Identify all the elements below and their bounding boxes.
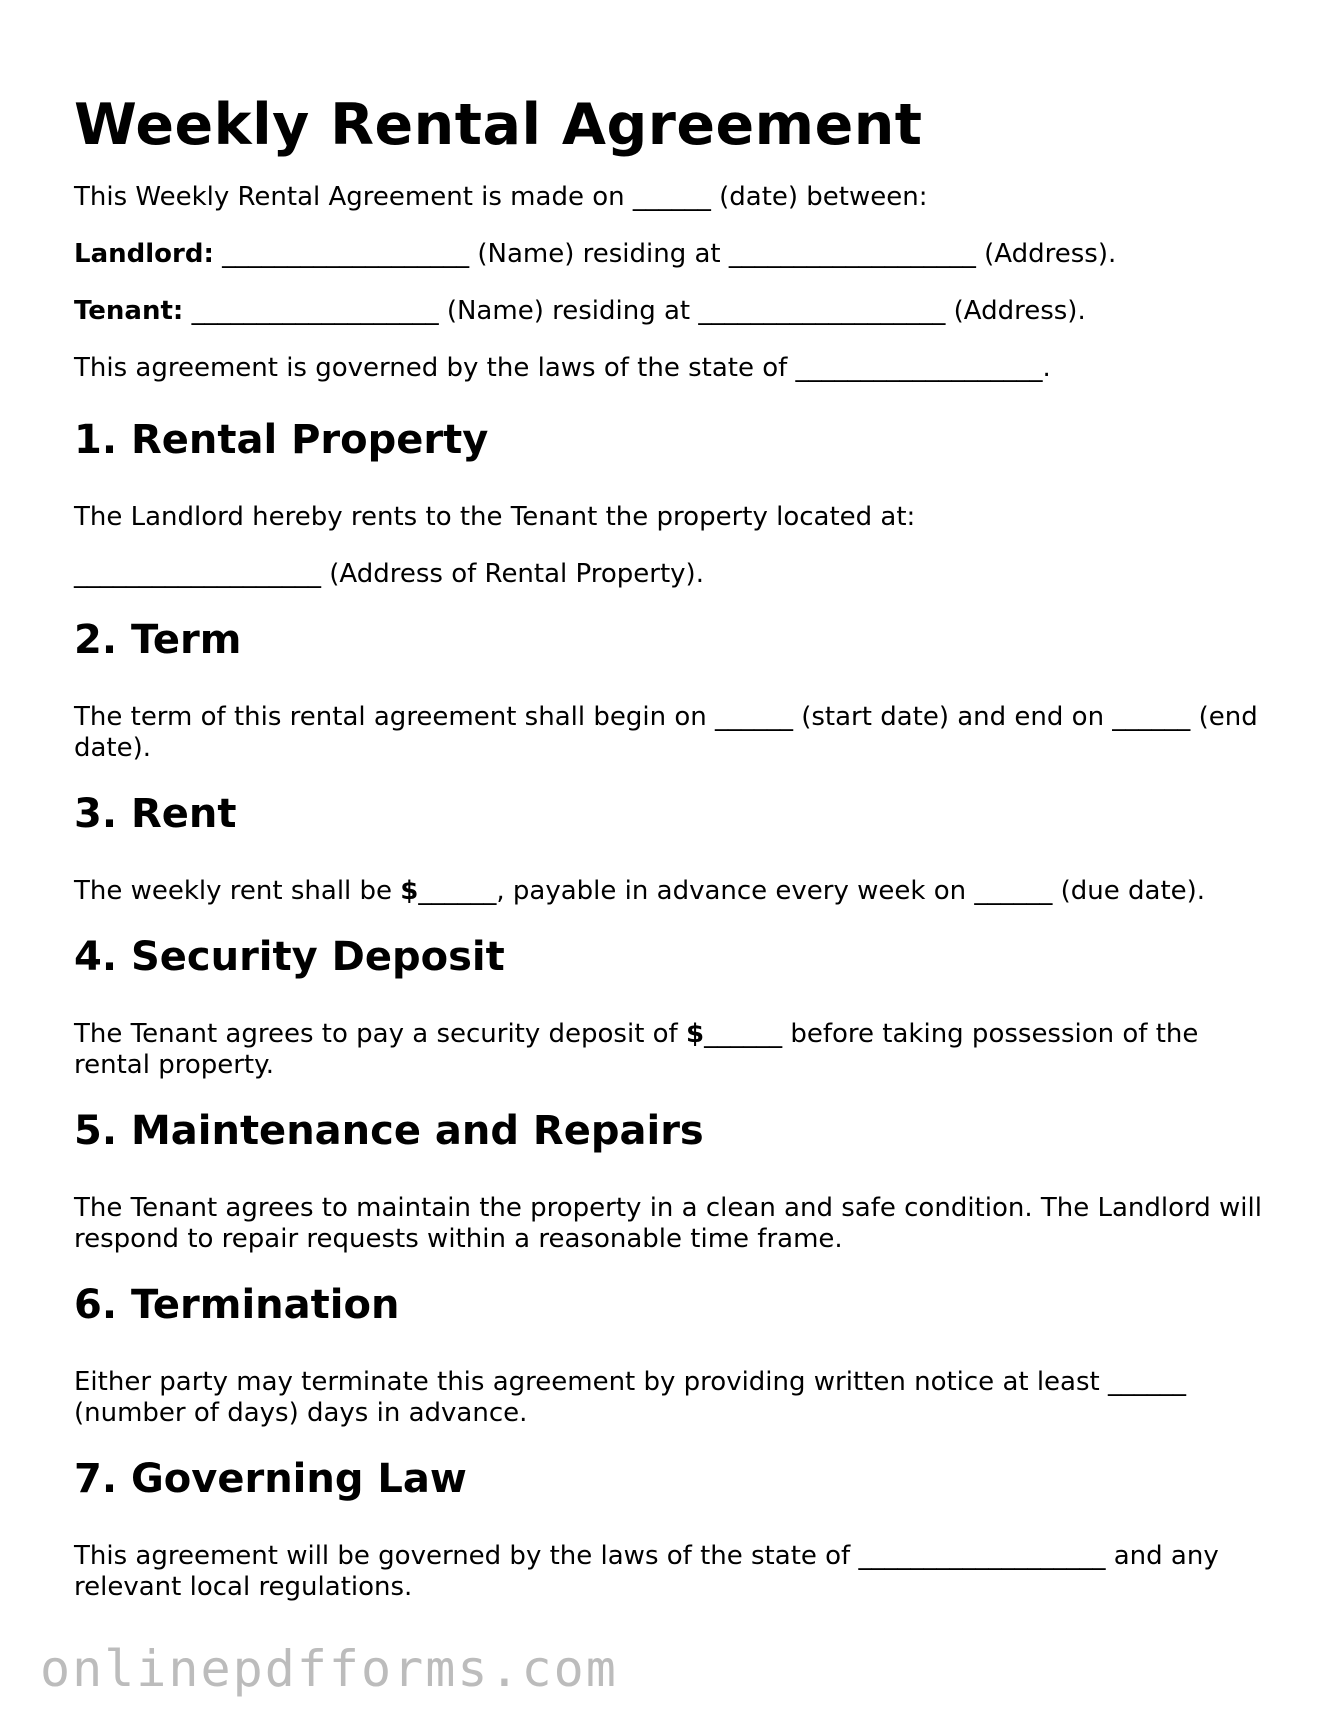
watermark: onlinepdfforms.com: [40, 1640, 618, 1698]
section-text: [74, 1019, 1274, 1081]
intro-landlord: [74, 239, 1274, 270]
landlord-text: ___________________ (Name) residing at ___________________ (Address).: [213, 239, 1117, 269]
deposit-post: ______ before taking possession of the rental property.: [74, 1019, 1199, 1080]
section-heading: 7. Governing Law: [74, 1456, 467, 1502]
section-term: [74, 614, 1274, 764]
landlord-label: Landlord:: [74, 239, 214, 269]
tenant-text: ___________________ (Name) residing at ___________________ (Address).: [183, 296, 1086, 326]
intro-made-on: This Weekly Rental Agreement is made on ______ (date) between:: [74, 182, 928, 212]
tenant-label: Tenant:: [74, 296, 184, 326]
intro-governed: This agreement is governed by the laws of the state of ___________________.: [74, 353, 1051, 383]
document: [74, 90, 1274, 1627]
section-text: ___________________ (Address of Rental Property).: [74, 559, 704, 589]
dollar-sign: $: [400, 876, 419, 906]
section-text: The term of this rental agreement shall begin on ______ (start date) and end on ______ (end date).: [74, 702, 1258, 763]
section-text: This agreement will be governed by the laws of the state of ___________________ and any relevant local regulations.: [74, 1541, 1219, 1602]
rent-post: ______, payable in advance every week on ______ (due date).: [418, 876, 1206, 906]
section-governing-law: [74, 1453, 1274, 1603]
intro: [74, 182, 1274, 384]
section-rental-property: [74, 414, 1274, 590]
rent-pre: The weekly rent shall be: [74, 876, 401, 906]
section-security-deposit: [74, 931, 1274, 1081]
section-text: The Tenant agrees to maintain the property in a clean and safe condition. The Landlord will respond to repair requests within a reasonable time frame.: [74, 1193, 1262, 1254]
section-heading: 2. Term: [74, 617, 242, 663]
section-heading: 6. Termination: [74, 1282, 400, 1328]
section-text: The Landlord hereby rents to the Tenant the property located at:: [74, 502, 916, 532]
section-heading: 4. Security Deposit: [74, 934, 505, 980]
intro-tenant: [74, 296, 1274, 327]
section-text: Either party may terminate this agreement by providing written notice at least ______ (number of days) days in advance.: [74, 1367, 1186, 1428]
section-text: [74, 876, 1274, 907]
deposit-pre: The Tenant agrees to pay a security deposit of: [74, 1019, 686, 1049]
section-maintenance: [74, 1105, 1274, 1255]
section-heading: 3. Rent: [74, 791, 237, 837]
dollar-sign: $: [685, 1019, 705, 1049]
document-title: Weekly Rental Agreement: [74, 92, 923, 158]
section-heading: 1. Rental Property: [74, 417, 489, 463]
section-heading: 5. Maintenance and Repairs: [74, 1108, 704, 1154]
section-rent: [74, 788, 1274, 907]
section-termination: [74, 1279, 1274, 1429]
